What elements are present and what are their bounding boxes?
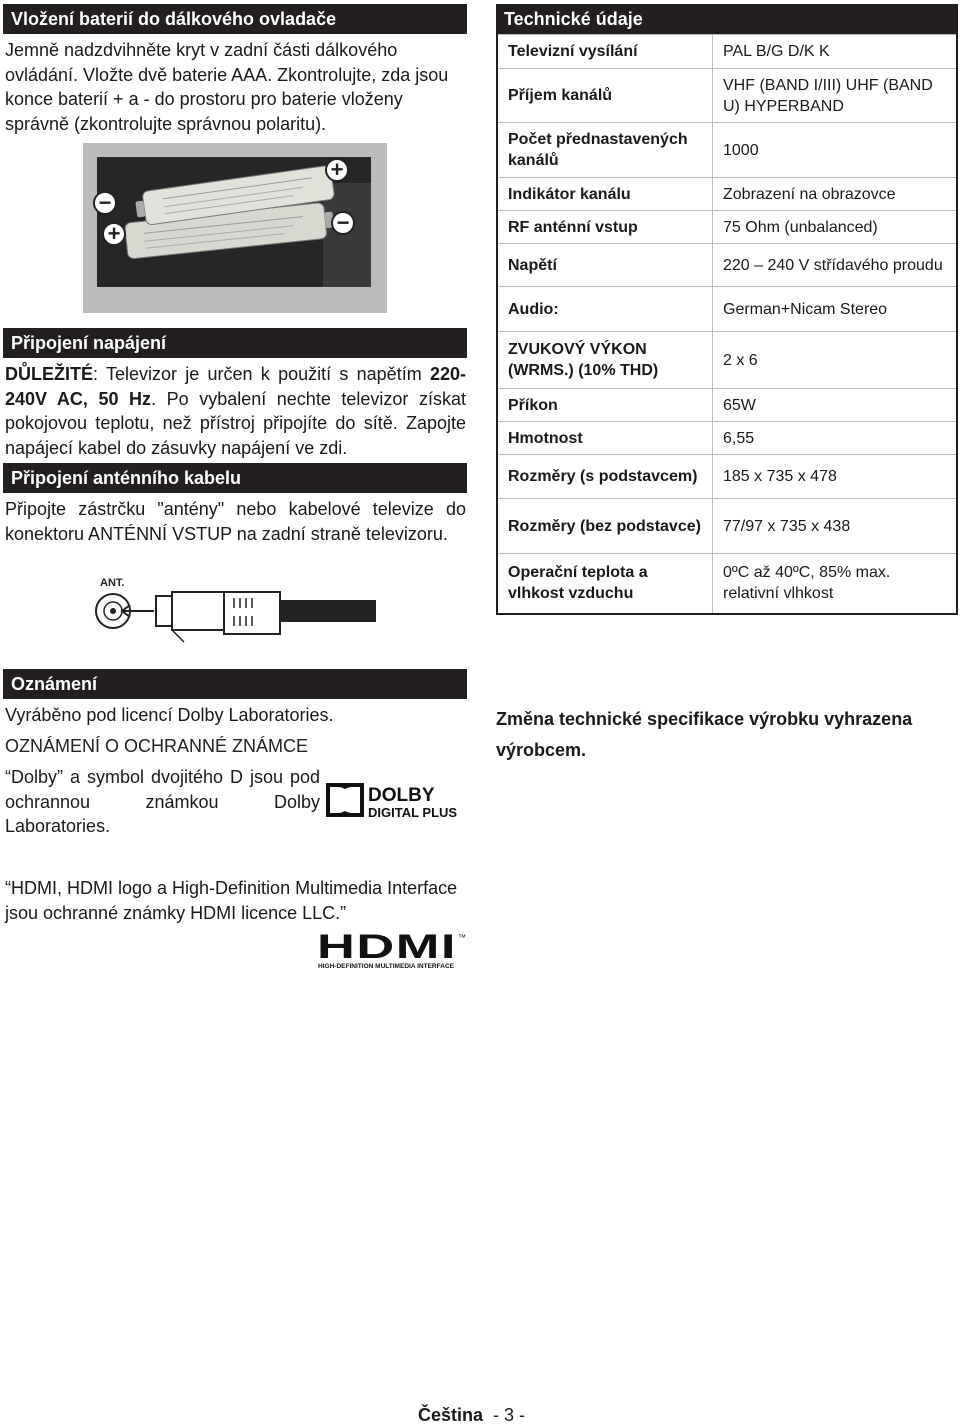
batteries-heading: Vložení baterií do dálkového ovladače [3, 4, 467, 34]
dolby-logo-word: DOLBY [368, 785, 435, 806]
polarity-minus: − [336, 210, 350, 235]
spec-row [497, 69, 957, 123]
spec-label: Rozměry (s podstavcem) [497, 455, 713, 499]
spec-label: Rozměry (bez podstavce) [497, 499, 713, 554]
spec-value: 1000 [713, 123, 958, 178]
power-voltage: 220-240V AC, 50 Hz [5, 364, 466, 409]
spec-row [497, 123, 957, 178]
spec-label: RF anténní vstup [497, 211, 713, 244]
dolby-logo [326, 781, 460, 821]
specs-heading: Technické údaje [496, 4, 958, 34]
footer-language: Čeština [418, 1405, 484, 1425]
trademark-heading: OZNÁMENÍ O OCHRANNÉ ZNÁMCE [5, 736, 309, 756]
spec-value: 6,55 [713, 422, 958, 455]
batteries-text: Jemně nadzdvihněte kryt v zadní části dálkového ovládání. Vložte dvě baterie AAA. Zkontrolujte, zda jsou konce baterií + a - do prostoru pro baterie vloženy správně (zkontrolujte správnou polaritu). [5, 40, 449, 134]
dolby-trademark-text: “Dolby” a symbol dvojitého D jsou pod ochrannou známkou Dolby Laboratories. [5, 767, 320, 836]
power-text-a: : Televizor je určen k použití s napětím [93, 364, 430, 384]
hdmi-trademark-text: “HDMI, HDMI logo a High-Definition Multimedia Interface jsou ochranné známky HDMI licence LLC.” [5, 878, 458, 923]
spec-label: Příjem kanálů [497, 69, 713, 123]
antenna-connection-diagram [90, 574, 380, 644]
spec-label: Audio: [497, 287, 713, 332]
spec-row [497, 287, 957, 332]
antenna-heading: Připojení anténního kabelu [3, 463, 467, 493]
ant-label: ANT. [100, 577, 125, 589]
spec-value: 2 x 6 [713, 332, 958, 389]
polarity-plus: + [107, 221, 121, 246]
spec-row [497, 35, 957, 69]
spec-label: Počet přednastavených kanálů [497, 123, 713, 178]
hdmi-logo-sub: HIGH-DEFINITION MULTIMEDIA INTERFACE [318, 964, 454, 970]
spec-value: German+Nicam Stereo [713, 287, 958, 332]
notice-heading: Oznámení [3, 669, 467, 699]
spec-label: Napětí [497, 244, 713, 287]
spec-label: Příkon [497, 389, 713, 422]
spec-label: Televizní vysílání [497, 35, 713, 69]
spec-row [497, 455, 957, 499]
antenna-text: Připojte zástrčku "antény" nebo kabelové televize do konektoru ANTÉNNÍ VSTUP na zadní straně televizoru. [5, 499, 466, 544]
spec-row [497, 422, 957, 455]
spec-value: VHF (BAND I/III) UHF (BAND U) HYPERBAND [713, 69, 958, 123]
polarity-minus: − [98, 190, 112, 215]
spec-value: 65W [713, 389, 958, 422]
hdmi-logo-tm: ™ [458, 933, 466, 942]
spec-label: ZVUKOVÝ VÝKON (WRMS.) (10% THD) [497, 332, 713, 389]
polarity-plus: + [330, 157, 344, 182]
spec-label: Operační teplota a vlhkost vzduchu [497, 554, 713, 614]
battery-compartment-image [83, 143, 387, 313]
spec-label: Hmotnost [497, 422, 713, 455]
spec-value: Zobrazení na obrazovce [713, 178, 958, 211]
hdmi-logo [316, 931, 468, 971]
important-label: DŮLEŽITÉ [5, 364, 93, 384]
spec-row [497, 332, 957, 389]
spec-label: Indikátor kanálu [497, 178, 713, 211]
power-heading: Připojení napájení [3, 328, 467, 358]
dolby-logo-sub: DIGITAL PLUS [368, 805, 458, 820]
spec-row [497, 499, 957, 554]
spec-value: 220 – 240 V střídavého proudu [713, 244, 958, 287]
power-text [5, 362, 466, 460]
spec-row [497, 178, 957, 211]
hdmi-logo-word: HDMI [317, 931, 457, 966]
power-text-b: . Po vybalení nechte televizor získat pokojovou teplotu, než přístroj připojíte do sítě. Zapojte napájecí kabel do zásuvky napájení ve zdi. [5, 388, 466, 458]
spec-row [497, 554, 957, 614]
page-footer [418, 1404, 525, 1426]
spec-value: PAL B/G D/K K [713, 35, 958, 69]
spec-value: 77/97 x 735 x 438 [713, 499, 958, 554]
spec-row [497, 244, 957, 287]
footer-page-number: - 3 - [493, 1405, 526, 1425]
spec-value: 185 x 735 x 478 [713, 455, 958, 499]
specs-change-note: Změna technické specifikace výrobku vyhrazena výrobcem. [496, 709, 913, 760]
spec-value: 0ºC až 40ºC, 85% max. relativní vlhkost [713, 554, 958, 614]
specs-table [496, 34, 958, 615]
notice-license-text: Vyráběno pod licencí Dolby Laboratories. [5, 705, 334, 725]
spec-row [497, 211, 957, 244]
spec-value: 75 Ohm (unbalanced) [713, 211, 958, 244]
spec-row [497, 389, 957, 422]
